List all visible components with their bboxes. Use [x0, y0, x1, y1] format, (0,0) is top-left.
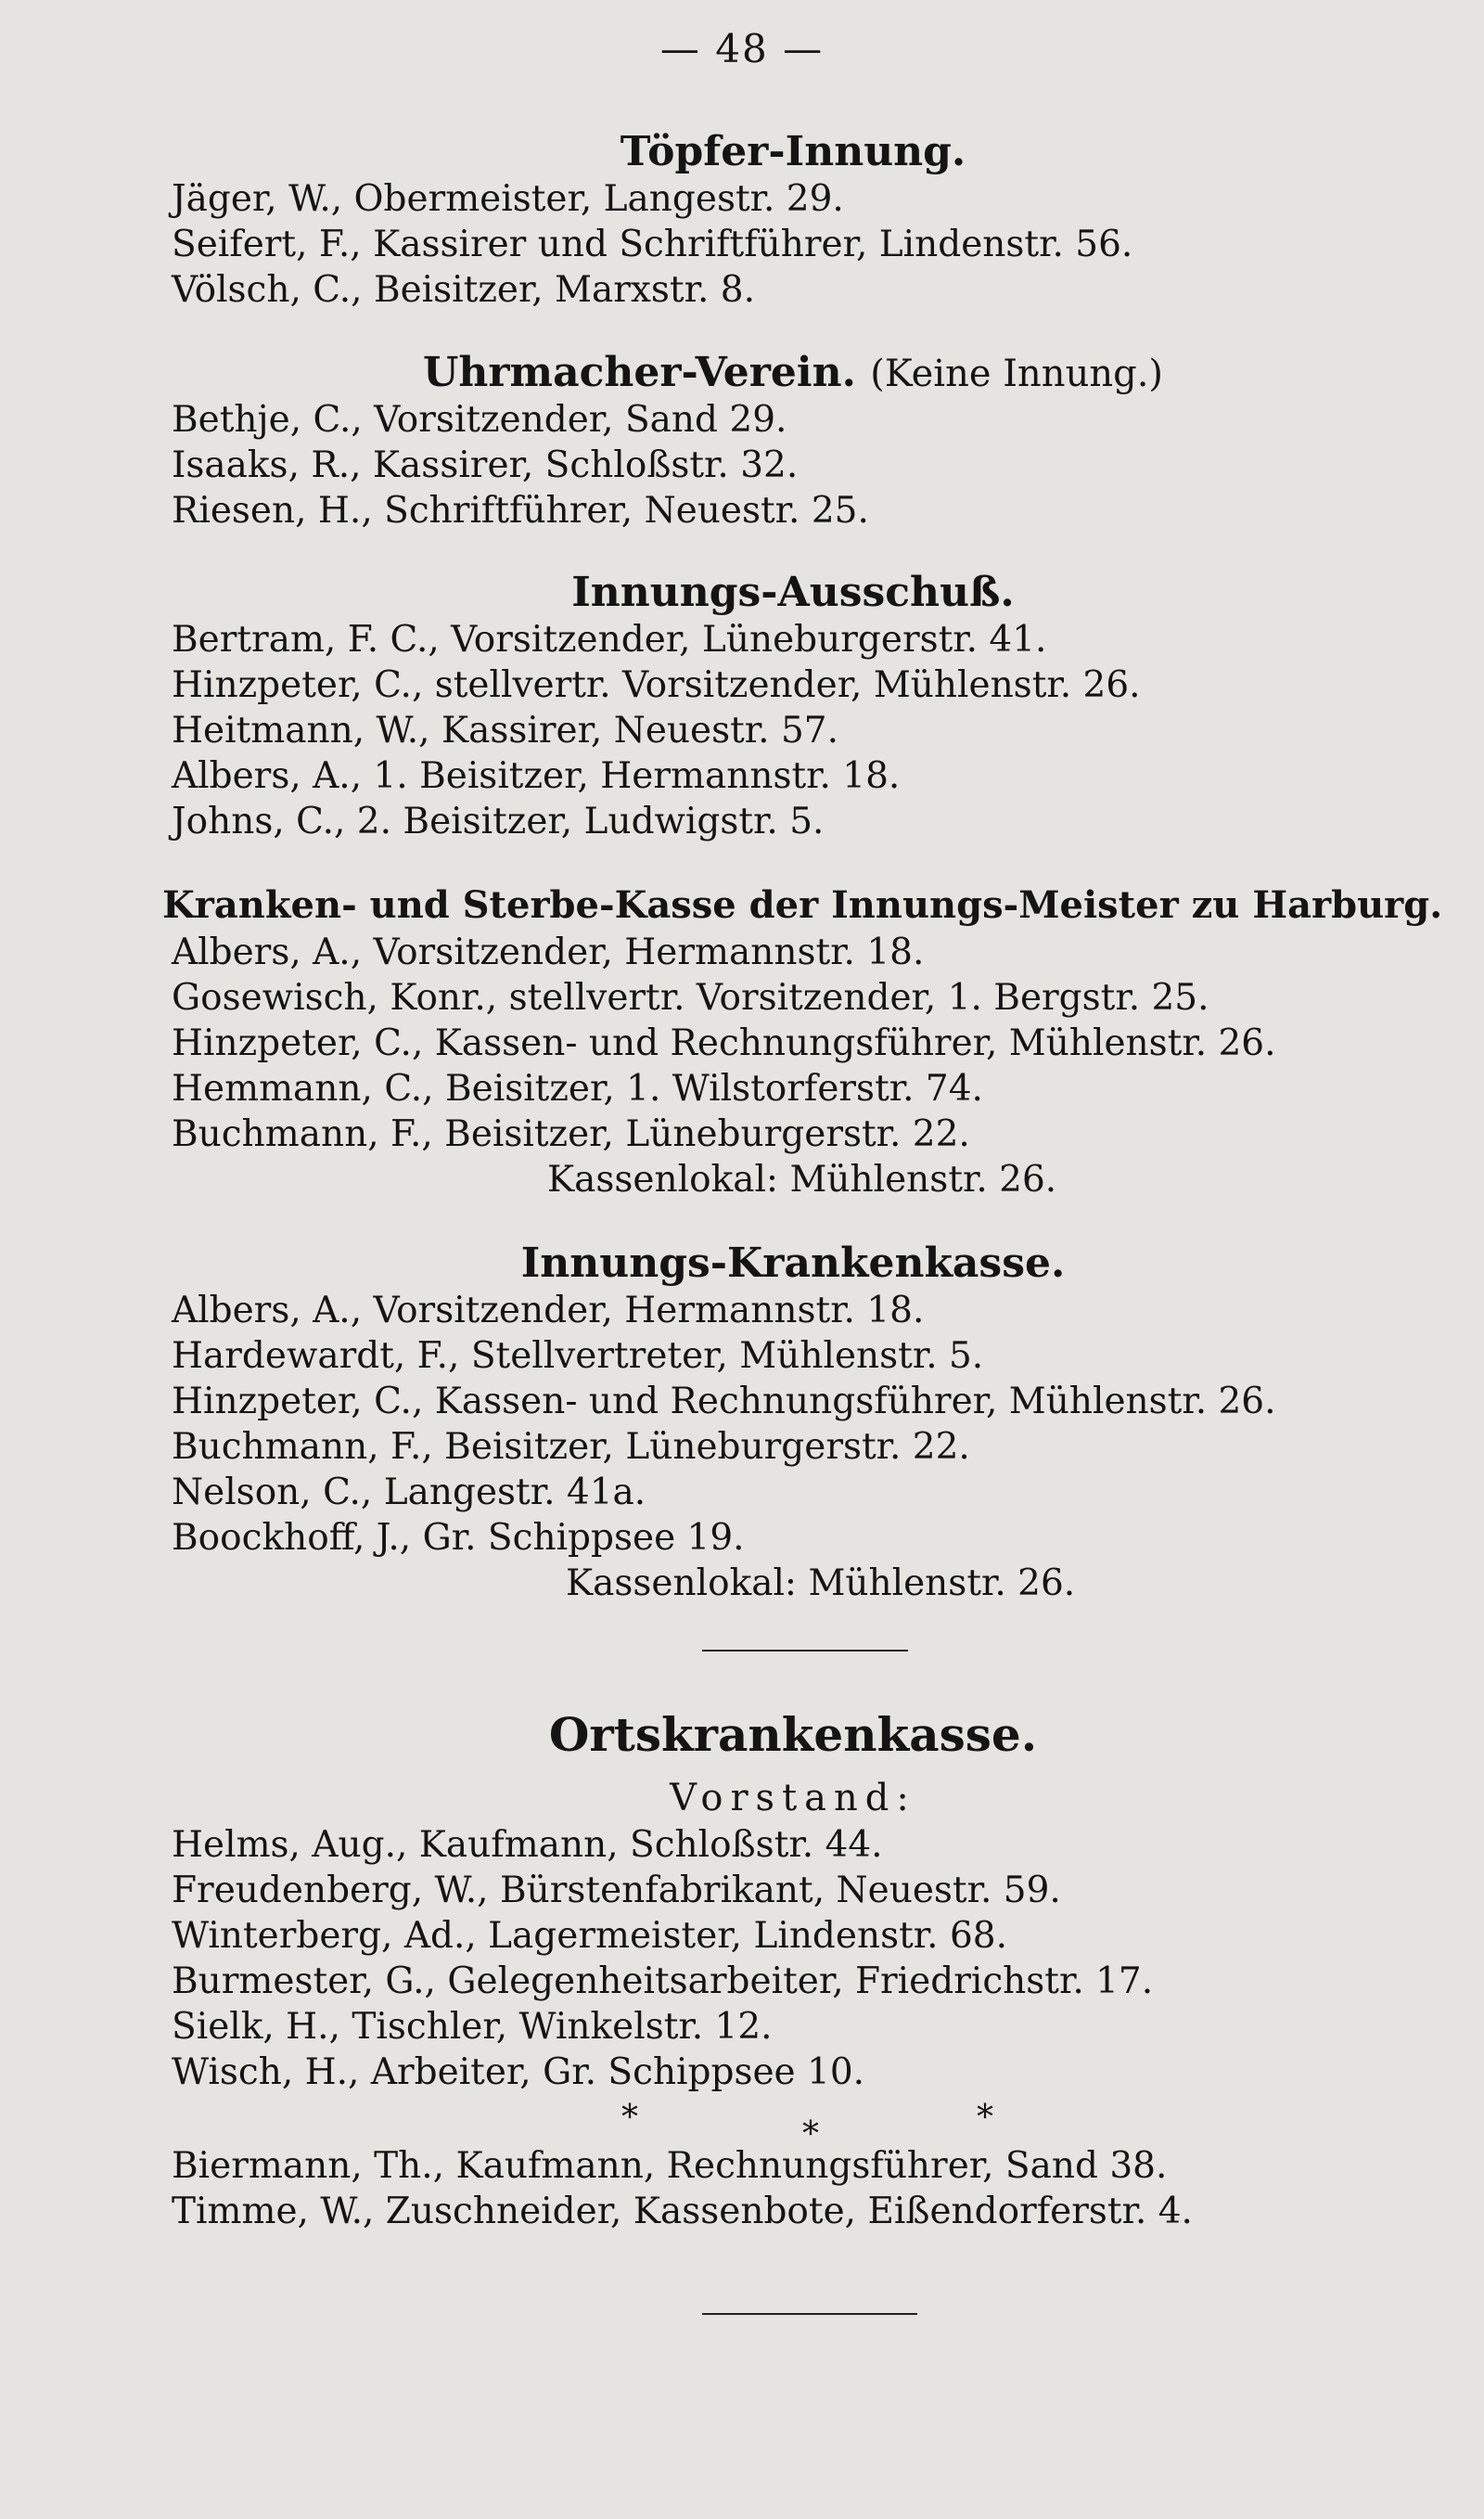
section-title-row [172, 349, 1414, 397]
section-subheading: Vorstand: [670, 1777, 916, 1819]
section-title: Innungs-Krankenkasse. [520, 1240, 1066, 1287]
section-title: Innungs-Ausschuß. [571, 569, 1015, 616]
list-item: Freudenberg, W., Bürstenfabrikant, Neuestr. 59. [172, 1870, 1061, 1911]
list-item: Hinzpeter, C., Kassen- und Rechnungsführer, Mühlenstr. 26. [172, 1022, 1276, 1064]
list-item: Sielk, H., Tischler, Winkelstr. 12. [172, 2006, 773, 2048]
kassenlokal: Kassenlokal: Mühlenstr. 26. [547, 1159, 1057, 1201]
section-note: (Keine Innung.) [870, 353, 1164, 395]
list-item: Hardewardt, F., Stellvertreter, Mühlenstr. 5. [172, 1335, 984, 1377]
kassenlokal: Kassenlokal: Mühlenstr. 26. [566, 1562, 1076, 1604]
section-ortskrankenkasse [172, 1707, 1414, 2234]
list-item: Heitmann, W., Kassirer, Neuestr. 57. [172, 710, 838, 752]
section-title: Uhrmacher-Verein. [422, 349, 856, 396]
list-item: Gosewisch, Konr., stellvertr. Vorsitzender, 1. Bergstr. 25. [172, 977, 1209, 1019]
list-item: Albers, A., Vorsitzender, Hermannstr. 18. [172, 1290, 925, 1331]
list-item: Winterberg, Ad., Lagermeister, Lindenstr. 68. [172, 1915, 1007, 1957]
list-item: Hemmann, C., Beisitzer, 1. Wilstorferstr. 74. [172, 1068, 983, 1110]
list-item: Jäger, W., Obermeister, Langestr. 29. [172, 178, 844, 220]
list-item: Bertram, F. C., Vorsitzender, Lüneburgerstr. 41. [172, 619, 1047, 661]
section-toepfer-innung [172, 128, 1414, 313]
list-item: Boockhoff, J., Gr. Schippsee 19. [172, 1517, 745, 1559]
divider [702, 1650, 908, 1651]
list-item: Helms, Aug., Kaufmann, Schloßstr. 44. [172, 1824, 883, 1866]
divider [702, 2313, 917, 2315]
asterisk: * [802, 2115, 819, 2153]
asterism [172, 2095, 1414, 2153]
list-item: Buchmann, F., Beisitzer, Lüneburgerstr. 22. [172, 1113, 970, 1155]
list-item: Albers, A., 1. Beisitzer, Hermannstr. 18. [172, 755, 901, 797]
list-item: Wisch, H., Arbeiter, Gr. Schippsee 10. [172, 2051, 865, 2093]
asterisk: * [621, 2099, 638, 2137]
list-item: Biermann, Th., Kaufmann, Rechnungsführer, Sand 38. [172, 2145, 1168, 2187]
list-item: Isaaks, R., Kassirer, Schloßstr. 32. [172, 444, 799, 486]
list-item: Hinzpeter, C., Kassen- und Rechnungsführer, Mühlenstr. 26. [172, 1381, 1276, 1422]
list-item: Seifert, F., Kassirer und Schriftführer, Lindenstr. 56. [172, 224, 1133, 265]
section-sterbekasse [162, 881, 1443, 1202]
list-item: Albers, A., Vorsitzender, Hermannstr. 18. [172, 932, 925, 973]
section-title: Kranken- und Sterbe-Kasse der Innungs-Meister zu Harburg. [162, 883, 1443, 927]
list-item: Riesen, H., Schriftführer, Neuestr. 25. [172, 490, 869, 532]
page-number: — 48 — [659, 26, 825, 71]
list-item: Hinzpeter, C., stellvertr. Vorsitzender, Mühlenstr. 26. [172, 664, 1141, 706]
section-uhrmacher-verein [172, 349, 1414, 533]
list-item: Johns, C., 2. Beisitzer, Ludwigstr. 5. [172, 801, 825, 842]
list-item: Bethje, C., Vorsitzender, Sand 29. [172, 399, 787, 441]
list-item: Burmester, G., Gelegenheitsarbeiter, Friedrichstr. 17. [172, 1960, 1154, 2002]
asterisk: * [977, 2099, 993, 2137]
list-item: Buchmann, F., Beisitzer, Lüneburgerstr. 22. [172, 1426, 970, 1468]
section-innungs-krankenkasse [172, 1240, 1414, 1606]
section-title: Ortskrankenkasse. [548, 1707, 1038, 1762]
list-item: Timme, W., Zuschneider, Kassenbote, Eißendorferstr. 4. [172, 2191, 1193, 2232]
list-item: Nelson, C., Langestr. 41a. [172, 1472, 646, 1513]
section-innungs-ausschuss [172, 569, 1414, 844]
section-title: Töpfer-Innung. [620, 128, 966, 175]
list-item: Völsch, C., Beisitzer, Marxstr. 8. [172, 269, 755, 311]
